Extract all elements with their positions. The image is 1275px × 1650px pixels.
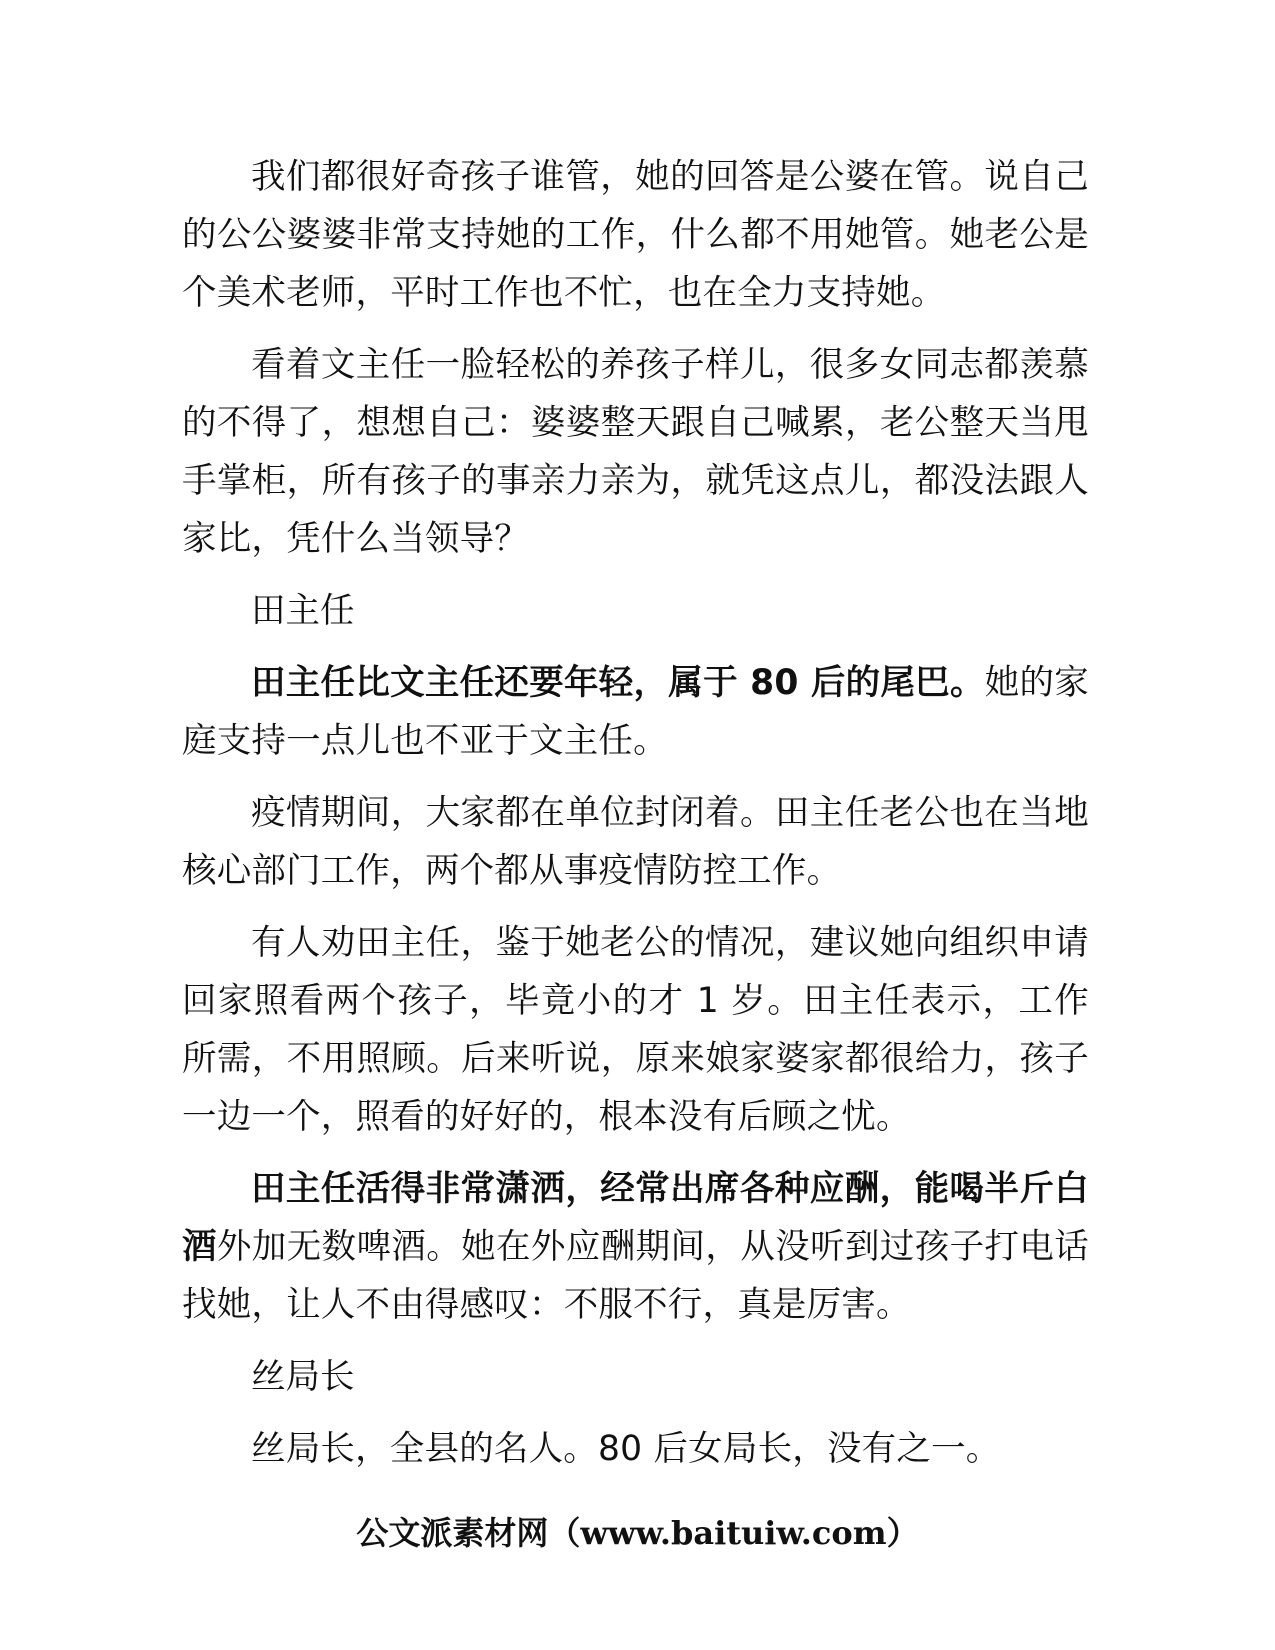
paragraph-6-bold: 田主任活得非常潇洒，经常出席各种应酬，能喝半斤白酒 — [182, 1169, 1089, 1267]
document-body — [182, 148, 1089, 1492]
page-footer-source: 公文派素材网（www.baituiw.com） — [356, 1514, 919, 1552]
paragraph-1: 我们都很好奇孩子谁管，她的回答是公婆在管。说自己的公公婆婆非常支持她的工作，什么都不用她管。她老公是个美术老师，平时工作也不忙，也在全力支持她。 — [182, 157, 1089, 313]
paragraph-3 — [182, 654, 1089, 770]
paragraph-4: 疫情期间，大家都在单位封闭着。田主任老公也在当地核心部门工作，两个都从事疫情防控工作。 — [182, 793, 1089, 891]
paragraph-3-bold: 田主任比文主任还要年轻，属于 80 后的尾巴。 — [251, 663, 985, 703]
paragraph-2: 看着文主任一脸轻松的养孩子样儿，很多女同志都羡慕的不得了，想想自己：婆婆整天跟自己喊累，老公整天当甩手掌柜，所有孩子的事亲力亲为，就凭这点儿，都没法跟人家比，凭什么当领导？ — [182, 345, 1089, 559]
paragraph-7: 丝局长，全县的名人。80 后女局长，没有之一。 — [251, 1429, 1001, 1469]
paragraph-5: 有人劝田主任，鉴于她老公的情况，建议她向组织申请回家照看两个孩子，毕竟小的才 1 岁。田主任表示，工作所需，不用照顾。后来听说，原来娘家婆家都很给力，孩子一边一个，照看的好好的，根本没有后顾之忧。 — [182, 923, 1089, 1137]
paragraph-6-rest: 外加无数啤酒。她在外应酬期间，从没听到过孩子打电话找她，让人不由得感叹：不服不行，真是厉害。 — [182, 1227, 1090, 1325]
paragraph-6 — [182, 1160, 1089, 1334]
section-heading-tian: 田主任 — [251, 591, 355, 631]
section-heading-si: 丝局长 — [251, 1357, 355, 1397]
paragraph-3-rest: 她的家庭支持一点儿也不亚于文主任。 — [182, 663, 1089, 761]
